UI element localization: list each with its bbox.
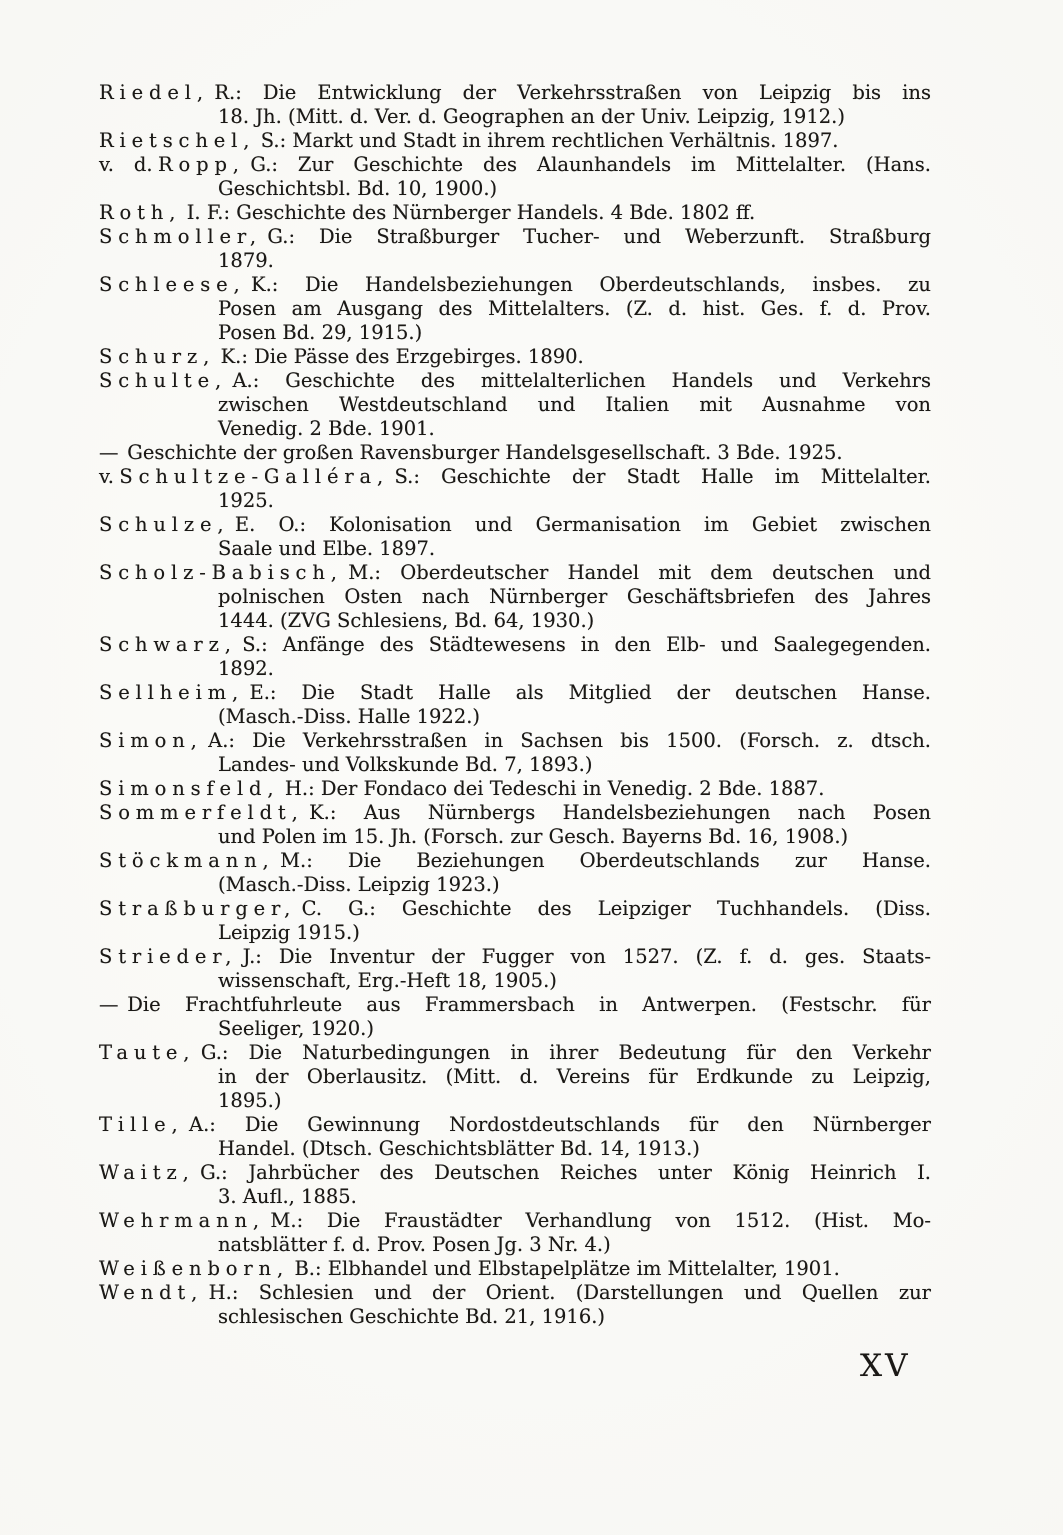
entry-text: Die Frachtfuhrleute aus Frammersbach in Antwerpen. (Festschr. für [127, 993, 931, 1016]
bib-entry-first-line [99, 273, 931, 297]
author-name: Sellheim, [99, 681, 245, 704]
bib-entry-first-line [99, 801, 931, 825]
bib-entry-first-line [99, 441, 931, 465]
author-name: Schwarz, [99, 633, 237, 656]
bib-entry-continuation-line: und Polen im 15. Jh. (Forsch. zur Gesch. Bayerns Bd. 16, 1908.) [218, 825, 849, 848]
bib-entry-first-line [99, 369, 931, 393]
bib-entry [99, 465, 931, 513]
bib-entry-first-line [99, 945, 931, 969]
bib-entry-continuation-line: 1925. [218, 489, 274, 512]
author-name: Scholz-Babisch, [99, 561, 343, 584]
bib-entry-continuation-line: 18. Jh. (Mitt. d. Ver. d. Geographen an der Univ. Leipzig, 1912.) [218, 105, 845, 128]
author-name: Schurz, [99, 345, 216, 368]
bib-entry-continuation-line: Landes- und Volkskunde Bd. 7, 1893.) [218, 753, 593, 776]
bib-entry-first-line [99, 1257, 931, 1281]
page-number: XV [860, 1348, 911, 1384]
entry-text: K.: Die Pässe des Erzgebirges. 1890. [220, 345, 584, 368]
author-name: Tille, [99, 1113, 184, 1136]
bib-entry-first-line [99, 849, 931, 873]
bib-entry-first-line [99, 1113, 931, 1137]
author-name: Schmoller, [99, 225, 262, 248]
entry-text: M.: Oberdeutscher Handel mit dem deutschen und [348, 561, 931, 584]
bib-entry [99, 513, 931, 561]
author-name-prefix: v. [99, 465, 114, 488]
bib-entry-first-line [99, 513, 931, 537]
bib-entry [99, 801, 931, 849]
bib-entry [99, 1209, 931, 1257]
entry-text: A.: Die Verkehrsstraßen in Sachsen bis 1500. (Forsch. z. dtsch. [208, 729, 931, 752]
entry-text: R.: Die Entwicklung der Verkehrsstraßen von Leipzig bis ins [214, 81, 931, 104]
author-name: Wendt, [99, 1281, 204, 1304]
author-name: Taute, [99, 1041, 196, 1064]
bib-entry [99, 561, 931, 633]
author-name: Sommerfeldt, [99, 801, 304, 824]
author-name: Simon, [99, 729, 203, 752]
entry-text: S.: Anfänge des Städtewesens in den Elb- und Saalegegenden. [242, 633, 931, 656]
bib-entry-continuation-line: Geschichtsbl. Bd. 10, 1900.) [218, 177, 498, 200]
bib-entry [99, 1161, 931, 1209]
bib-entry-first-line [99, 897, 931, 921]
bib-entry-continuation-line: Leipzig 1915.) [218, 921, 360, 944]
bib-entry-continuation-line: in der Oberlausitz. (Mitt. d. Vereins für Erdkunde zu Leipzig, [218, 1065, 931, 1088]
bib-entry [99, 441, 931, 465]
entry-text: H.: Schlesien und der Orient. (Darstellungen und Quellen zur [208, 1281, 931, 1304]
bib-entry-first-line [99, 465, 931, 489]
entry-text: K.: Die Handelsbeziehungen Oberdeutschlands, insbes. zu [251, 273, 931, 296]
bib-entry [99, 129, 931, 153]
entry-text: B.: Elbhandel und Elbstapelplätze im Mittelalter, 1901. [294, 1257, 840, 1280]
bib-entry [99, 273, 931, 345]
bib-entry-first-line [99, 681, 931, 705]
author-name: Strieder, [99, 945, 238, 968]
bib-entry [99, 633, 931, 681]
entry-text: G.: Die Straßburger Tucher- und Weberzunft. Straßburg [267, 225, 931, 248]
bib-entry [99, 1113, 931, 1161]
bib-entry-first-line [99, 81, 931, 105]
bib-entry-continuation-line: Seeliger, 1920.) [218, 1017, 374, 1040]
bib-entry-continuation-line: (Masch.-Diss. Halle 1922.) [218, 705, 481, 728]
bib-entry [99, 345, 931, 369]
bib-entry [99, 1281, 931, 1329]
bib-entry [99, 1257, 931, 1281]
bib-entry-first-line [99, 1041, 931, 1065]
bib-entry-continuation-line: zwischen Westdeutschland und Italien mit Ausnahme von [218, 393, 931, 416]
bib-entry-first-line [99, 993, 931, 1017]
bib-entry-first-line [99, 225, 931, 249]
bib-entry-first-line [99, 129, 931, 153]
bib-entry-continuation-line: 1895.) [218, 1089, 282, 1112]
bib-entry-first-line [99, 633, 931, 657]
bib-entry-continuation-line: Posen Bd. 29, 1915.) [218, 321, 423, 344]
entry-text: K.: Aus Nürnbergs Handelsbeziehungen nach Posen [309, 801, 931, 824]
bib-entry-continuation-line: Saale und Elbe. 1897. [218, 537, 436, 560]
entry-text: G.: Die Naturbedingungen in ihrer Bedeutung für den Verkehr [200, 1041, 931, 1064]
entry-text: H.: Der Fondaco dei Tedeschi in Venedig. 2 Bde. 1887. [284, 777, 825, 800]
bib-entry [99, 945, 931, 993]
bib-entry [99, 201, 931, 225]
bib-entry-first-line [99, 1209, 931, 1233]
author-name: Simonsfeld, [99, 777, 280, 800]
bib-entry [99, 897, 931, 945]
bib-entry [99, 777, 931, 801]
entry-text: M.: Die Fraustädter Verhandlung von 1512. (Hist. Mo- [270, 1209, 931, 1232]
entry-text: S.: Geschichte der Stadt Halle im Mittelalter. [394, 465, 931, 488]
bib-entry-continuation-line: Posen am Ausgang des Mittelalters. (Z. d. hist. Ges. f. d. Prov. [218, 297, 931, 320]
entry-text: E. O.: Kolonisation und Germanisation im Gebiet zwischen [234, 513, 931, 536]
entry-text: M.: Die Beziehungen Oberdeutschlands zur Hanse. [280, 849, 931, 872]
entry-text: A.: Die Gewinnung Nordostdeutschlands für den Nürnberger [189, 1113, 931, 1136]
bib-entry [99, 729, 931, 777]
bib-entry-first-line [99, 1281, 931, 1305]
bib-entry-first-line [99, 729, 931, 753]
author-name: Ropp, [158, 153, 245, 176]
bib-entry [99, 153, 931, 201]
bib-entry [99, 369, 931, 441]
bib-entry-continuation-line: Venedig. 2 Bde. 1901. [218, 417, 435, 440]
bib-entry-first-line [99, 561, 931, 585]
entry-text: G.: Jahrbücher des Deutschen Reiches unter König Heinrich I. [200, 1161, 931, 1184]
entry-text: E.: Die Stadt Halle als Mitglied der deutschen Hanse. [249, 681, 931, 704]
bib-entry-continuation-line: 1879. [218, 249, 274, 272]
bib-entry [99, 993, 931, 1041]
bib-entry-first-line [99, 153, 931, 177]
entry-text: A.: Geschichte des mittelalterlichen Handels und Verkehrs [232, 369, 931, 392]
bib-entry-continuation-line: 1892. [218, 657, 274, 680]
bib-entry-continuation-line: 1444. (ZVG Schlesiens, Bd. 64, 1930.) [218, 609, 595, 632]
author-name: Wehrmann, [99, 1209, 265, 1232]
entry-text: I. F.: Geschichte des Nürnberger Handels. 4 Bde. 1802 ff. [186, 201, 756, 224]
bib-entry-first-line [99, 201, 931, 225]
author-name: Rietschel, [99, 129, 256, 152]
entry-text: C. G.: Geschichte des Leipziger Tuchhandels. (Diss. [301, 897, 931, 920]
bib-entry-continuation-line: natsblätter f. d. Prov. Posen Jg. 3 Nr. 4.) [218, 1233, 611, 1256]
bib-entry-continuation-line: schlesischen Geschichte Bd. 21, 1916.) [218, 1305, 606, 1328]
author-name: Stöckmann, [99, 849, 275, 872]
repeated-author-dash: — [99, 993, 119, 1016]
bib-entry-continuation-line: wissenschaft, Erg.-Heft 18, 1905.) [218, 969, 557, 992]
author-name: Schulze, [99, 513, 230, 536]
bib-entry-continuation-line: Handel. (Dtsch. Geschichtsblätter Bd. 14, 1913.) [218, 1137, 700, 1160]
bib-entry-continuation-line: 3. Aufl., 1885. [218, 1185, 357, 1208]
bib-entry-first-line [99, 345, 931, 369]
entry-text: J.: Die Inventur der Fugger von 1527. (Z. f. d. ges. Staats- [242, 945, 931, 968]
entry-text: S.: Markt und Stadt in ihrem rechtlichen Verhältnis. 1897. [260, 129, 839, 152]
entry-text: Geschichte der großen Ravensburger Handelsgesellschaft. 3 Bde. 1925. [127, 441, 843, 464]
entry-text: G.: Zur Geschichte des Alaunhandels im Mittelalter. (Hans. [250, 153, 931, 176]
bib-entry [99, 1041, 931, 1113]
author-name: Schultze-Galléra, [119, 465, 390, 488]
author-name: Weißenborn, [99, 1257, 290, 1280]
author-name: Schleese, [99, 273, 246, 296]
bib-entry-continuation-line: polnischen Osten nach Nürnberger Geschäftsbriefen des Jahres [218, 585, 931, 608]
author-name: Riedel, [99, 81, 209, 104]
author-name: Straßburger, [99, 897, 297, 920]
bib-entry-first-line [99, 777, 931, 801]
author-name: Schulte, [99, 369, 228, 392]
repeated-author-dash: — [99, 441, 119, 464]
bib-entry [99, 81, 931, 129]
bib-entry [99, 681, 931, 729]
author-name-prefix: v. d. [99, 153, 153, 176]
bib-entry [99, 849, 931, 897]
bib-entry-continuation-line: (Masch.-Diss. Leipzig 1923.) [218, 873, 500, 896]
bib-entry-first-line [99, 1161, 931, 1185]
author-name: Waitz, [99, 1161, 195, 1184]
bib-entry [99, 225, 931, 273]
bibliography-list [99, 81, 931, 1329]
author-name: Roth, [99, 201, 182, 224]
